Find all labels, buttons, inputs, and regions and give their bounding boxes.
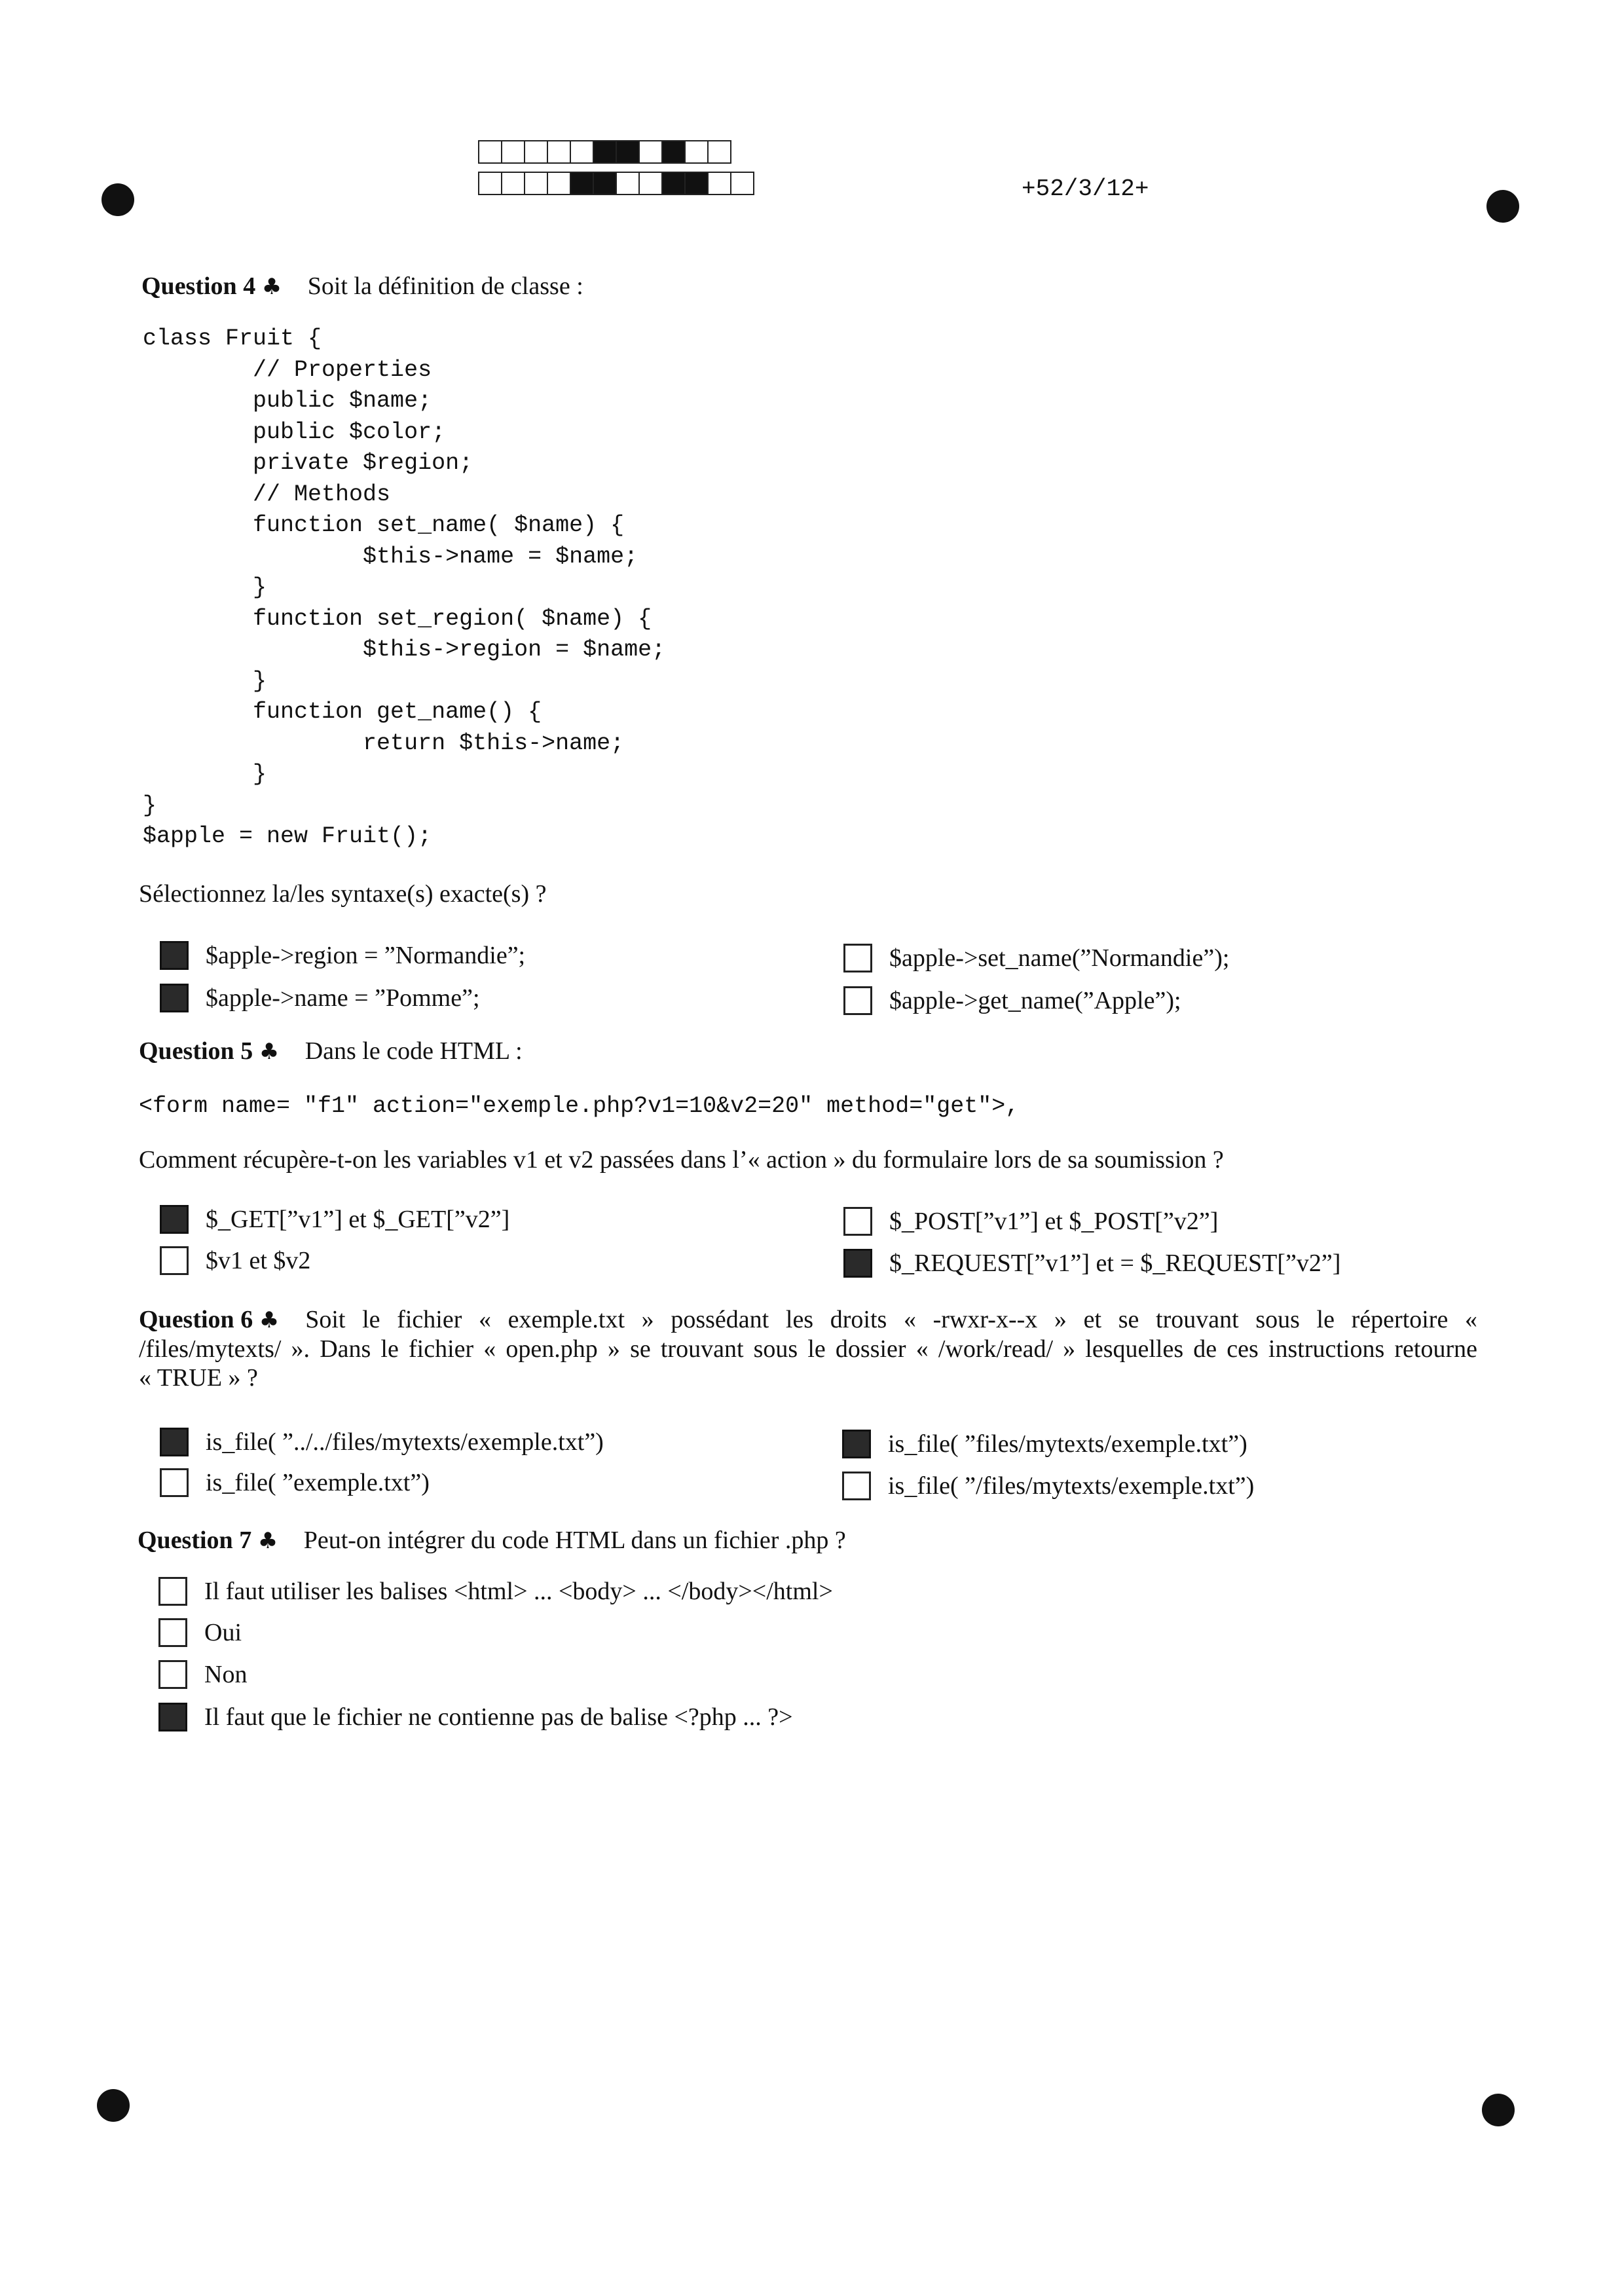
option-label: is_file( ”../../files/mytexts/exemple.txt”)	[206, 1428, 604, 1456]
q7-option-3[interactable]	[158, 1660, 247, 1689]
option-label: $v1 et $v2	[206, 1247, 311, 1274]
barcode-cell	[478, 140, 502, 164]
checkbox[interactable]	[160, 1468, 189, 1497]
checkbox[interactable]	[158, 1660, 187, 1689]
option-label: is_file( ”files/mytexts/exemple.txt”)	[888, 1430, 1247, 1458]
option-label: is_file( ”exemple.txt”)	[206, 1469, 430, 1496]
question-number: Question 7	[138, 1527, 252, 1554]
checkbox[interactable]	[160, 984, 189, 1012]
barcode-cell	[593, 172, 617, 195]
checkbox[interactable]	[160, 1428, 189, 1456]
q4-option-2[interactable]	[160, 984, 480, 1012]
club-icon: ♣	[257, 1528, 278, 1554]
barcode-cell	[730, 172, 754, 195]
checkbox[interactable]	[843, 1249, 872, 1278]
question-line-1: Soit le fichier « exemple.txt » possédant les droits « -rwxr-x--x » et se trouvant sous le répertoire «	[305, 1306, 1477, 1333]
barcode-row-1	[478, 140, 730, 164]
barcode-cell	[593, 140, 617, 164]
q5-option-2[interactable]	[160, 1246, 310, 1275]
q5-option-4[interactable]	[843, 1249, 1340, 1278]
question-number: Question 6	[139, 1306, 253, 1333]
barcode-cell	[661, 172, 686, 195]
q5-option-3[interactable]	[843, 1207, 1218, 1236]
barcode-cell	[501, 140, 525, 164]
question-4-text: Sélectionnez la/les syntaxe(s) exacte(s) ?	[139, 880, 547, 908]
option-label: Non	[204, 1661, 248, 1688]
option-label: Il faut que le fichier ne contienne pas de balise <?php ... ?>	[204, 1703, 793, 1731]
q7-option-2[interactable]	[158, 1618, 242, 1647]
barcode-cell	[524, 140, 548, 164]
option-label: $apple->set_name(”Normandie”);	[889, 944, 1230, 972]
checkbox[interactable]	[160, 1246, 189, 1275]
option-label: $apple->get_name(”Apple”);	[889, 987, 1181, 1014]
question-line-3: « TRUE » ?	[139, 1364, 258, 1392]
question-prompt: Dans le code HTML :	[304, 1037, 523, 1065]
q6-option-1[interactable]	[160, 1428, 604, 1456]
barcode-cell	[616, 140, 640, 164]
q7-option-1[interactable]	[158, 1577, 833, 1606]
question-line-2: /files/mytexts/ ». Dans le fichier « open.php » se trouvant sous le dossier « /work/read/ » lesquelles de ces instructions retourne	[139, 1335, 1477, 1363]
question-4-code: class Fruit { // Properties public $name; public $color; private $region; // Methods function set_name( $name) { $this->name = $name; } function set_region( $name) { $this->region = $name; } function get_name() { return $this->name; } } $apple = new Fruit();	[143, 325, 666, 849]
option-label: $apple->region = ”Normandie”;	[206, 942, 526, 969]
question-prompt: Peut-on intégrer du code HTML dans un fichier .php ?	[303, 1527, 846, 1554]
barcode-cell	[547, 172, 571, 195]
club-icon: ♣	[259, 1307, 280, 1333]
club-icon: ♣	[261, 274, 282, 300]
barcode-cell	[524, 172, 548, 195]
barcode-cell	[478, 172, 502, 195]
barcode-cell	[661, 140, 686, 164]
question-number: Question 4	[141, 272, 256, 300]
q4-option-1[interactable]	[160, 941, 525, 970]
question-5-code: <form name= "f1" action="exemple.php?v1=10&v2=20" method="get">,	[139, 1093, 1020, 1119]
registration-mark-top-right	[1486, 190, 1519, 223]
barcode-row-2	[478, 172, 753, 195]
checkbox[interactable]	[843, 1207, 872, 1236]
question-7-header	[138, 1526, 846, 1555]
option-label: is_file( ”/files/mytexts/exemple.txt”)	[888, 1472, 1255, 1500]
question-5-header	[139, 1037, 523, 1065]
q7-option-4[interactable]	[158, 1703, 793, 1731]
barcode-cell	[684, 140, 709, 164]
registration-mark-bottom-left	[97, 2089, 130, 2122]
option-label: $_REQUEST[”v1”] et = $_REQUEST[”v2”]	[889, 1250, 1341, 1277]
option-label: Il faut utiliser les balises <html> ... <body> ... </body></html>	[204, 1578, 833, 1605]
q6-option-2[interactable]	[160, 1468, 430, 1497]
option-label: $_GET[”v1”] et $_GET[”v2”]	[206, 1206, 510, 1233]
option-label: $_POST[”v1”] et $_POST[”v2”]	[889, 1208, 1219, 1235]
question-number: Question 5	[139, 1037, 253, 1065]
barcode-cell	[570, 140, 594, 164]
registration-mark-top-left	[101, 183, 134, 216]
checkbox[interactable]	[160, 1205, 189, 1234]
option-label: Oui	[204, 1619, 242, 1646]
checkbox[interactable]	[160, 941, 189, 970]
q4-option-4[interactable]	[843, 986, 1181, 1015]
checkbox[interactable]	[158, 1618, 187, 1647]
barcode-cell	[707, 172, 731, 195]
checkbox[interactable]	[158, 1703, 187, 1731]
option-label: $apple->name = ”Pomme”;	[206, 984, 480, 1012]
barcode-cell	[616, 172, 640, 195]
checkbox[interactable]	[843, 944, 872, 972]
barcode-cell	[501, 172, 525, 195]
barcode-cell	[638, 140, 663, 164]
checkbox[interactable]	[158, 1577, 187, 1606]
q4-option-3[interactable]	[843, 944, 1229, 972]
club-icon: ♣	[259, 1039, 280, 1065]
question-prompt: Soit la définition de classe :	[307, 272, 583, 300]
question-6-text	[139, 1305, 1477, 1392]
checkbox[interactable]	[842, 1472, 871, 1500]
page-code: +52/3/12+	[1022, 176, 1149, 202]
barcode-cell	[684, 172, 709, 195]
checkbox[interactable]	[842, 1430, 871, 1458]
q6-option-3[interactable]	[842, 1430, 1247, 1458]
question-4-header	[141, 272, 583, 301]
q6-option-4[interactable]	[842, 1472, 1254, 1500]
barcode-cell	[570, 172, 594, 195]
barcode-cell	[547, 140, 571, 164]
q5-option-1[interactable]	[160, 1205, 509, 1234]
question-5-text: Comment récupère-t-on les variables v1 et v2 passées dans l’« action » du formulaire lors de sa soumission ?	[139, 1146, 1224, 1174]
barcode-cell	[707, 140, 731, 164]
registration-mark-bottom-right	[1482, 2094, 1515, 2126]
checkbox[interactable]	[843, 986, 872, 1015]
barcode-cell	[638, 172, 663, 195]
